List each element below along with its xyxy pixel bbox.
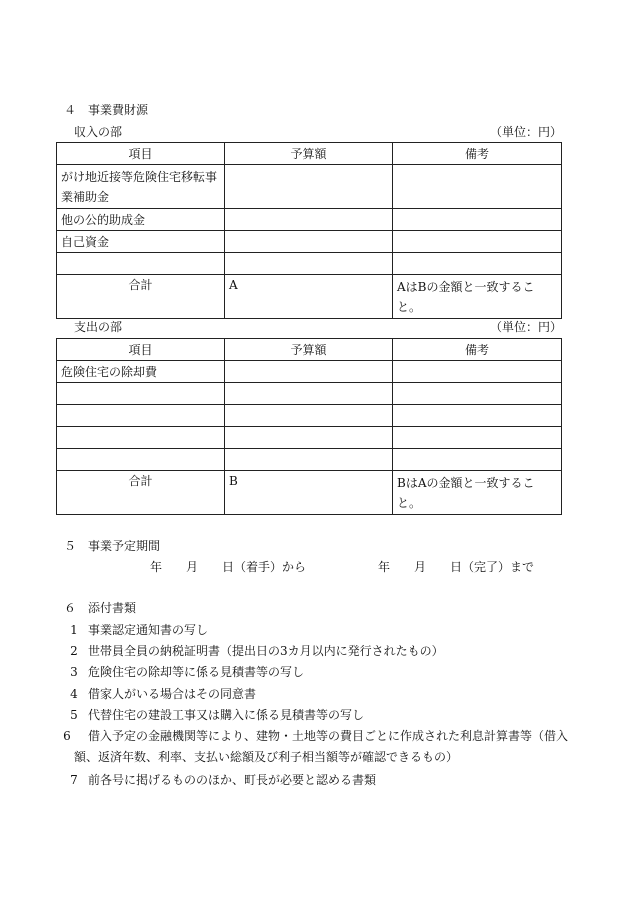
expense-header-item: 項目 <box>57 339 225 361</box>
income-total-budget: A <box>225 275 393 319</box>
attachment-number: 2 <box>70 644 78 658</box>
income-note <box>393 209 562 231</box>
income-header-item: 項目 <box>57 143 225 165</box>
expense-total-note: BはAの金額と一致すること。 <box>393 471 562 515</box>
list-item <box>60 726 570 768</box>
income-header-budget: 予算額 <box>225 143 393 165</box>
table-row <box>57 231 562 253</box>
attachment-number: 5 <box>70 708 78 722</box>
income-item: がけ地近接等危険住宅移転事業補助金 <box>57 165 225 209</box>
expense-note <box>393 361 562 383</box>
income-note <box>393 253 562 275</box>
income-note <box>393 231 562 253</box>
expense-title: 支出の部 <box>74 320 123 334</box>
expense-budget <box>225 383 393 405</box>
expense-budget <box>225 361 393 383</box>
expense-note <box>393 405 562 427</box>
section5-period: 年 月 日（着手）から 年 月 日（完了）まで <box>150 560 535 574</box>
expense-item <box>57 383 225 405</box>
table-row <box>57 449 562 471</box>
attachment-text: 事業認定通知書の写し <box>88 623 209 637</box>
list-item <box>60 770 570 791</box>
income-budget <box>225 209 393 231</box>
income-table <box>56 142 562 319</box>
table-row <box>57 405 562 427</box>
expense-note <box>393 383 562 405</box>
expense-item <box>57 449 225 471</box>
attachment-number: 4 <box>70 687 78 701</box>
table-row <box>57 383 562 405</box>
expense-unit: （単位：円） <box>490 320 563 334</box>
table-row <box>57 165 562 209</box>
expense-budget <box>225 405 393 427</box>
list-item <box>60 620 570 641</box>
list-item <box>60 641 570 662</box>
attachment-text: 借家人がいる場合はその同意書 <box>88 687 257 701</box>
expense-item: 危険住宅の除却費 <box>57 361 225 383</box>
income-total-row <box>57 275 562 319</box>
expense-total-row <box>57 471 562 515</box>
expense-item <box>57 405 225 427</box>
attachment-text: 代替住宅の建設工事又は購入に係る見積書等の写し <box>88 708 365 722</box>
income-item: 他の公的助成金 <box>57 209 225 231</box>
list-item <box>60 684 570 705</box>
income-budget <box>225 165 393 209</box>
income-note <box>393 165 562 209</box>
income-total-label: 合計 <box>57 275 225 319</box>
income-budget <box>225 253 393 275</box>
income-header-row <box>57 143 562 165</box>
table-row <box>57 253 562 275</box>
table-row <box>57 209 562 231</box>
attachment-text: 前各号に掲げるもののほか、町長が必要と認める書類 <box>88 773 377 787</box>
attachment-number: 7 <box>70 773 78 787</box>
expense-budget <box>225 449 393 471</box>
expense-header-row <box>57 339 562 361</box>
attachment-text: 危険住宅の除却等に係る見積書等の写し <box>88 665 305 679</box>
expense-total-label: 合計 <box>57 471 225 515</box>
income-item <box>57 253 225 275</box>
attachment-text: 借入予定の金融機関等により、建物・土地等の費目ごとに作成された利息計算書等（借入額、返済年数、利率、支払い総額及び利子相当額等が確認できるもの） <box>74 729 569 764</box>
income-header-note: 備考 <box>393 143 562 165</box>
income-unit: （単位：円） <box>490 125 563 139</box>
expense-note <box>393 449 562 471</box>
expense-note <box>393 427 562 449</box>
income-budget <box>225 231 393 253</box>
expense-header-note: 備考 <box>393 339 562 361</box>
income-total-note: AはBの金額と一致すること。 <box>393 275 562 319</box>
section4-heading: ４ 事業費財源 <box>64 103 149 117</box>
list-item <box>60 705 570 726</box>
attachment-text: 世帯員全員の納税証明書（提出日の3カ月以内に発行されたもの） <box>88 644 444 658</box>
table-row <box>57 427 562 449</box>
section6-heading: ６ 添付書類 <box>64 601 137 615</box>
attachment-number: 1 <box>70 623 78 637</box>
expense-table <box>56 338 562 515</box>
attachment-number: 6 <box>63 729 71 743</box>
income-item: 自己資金 <box>57 231 225 253</box>
income-title: 収入の部 <box>74 125 123 139</box>
expense-header-budget: 予算額 <box>225 339 393 361</box>
table-row <box>57 361 562 383</box>
attachment-number: 3 <box>70 665 78 679</box>
section5-heading: ５ 事業予定期間 <box>64 539 161 553</box>
expense-total-budget: B <box>225 471 393 515</box>
expense-item <box>57 427 225 449</box>
list-item <box>60 662 570 683</box>
expense-budget <box>225 427 393 449</box>
